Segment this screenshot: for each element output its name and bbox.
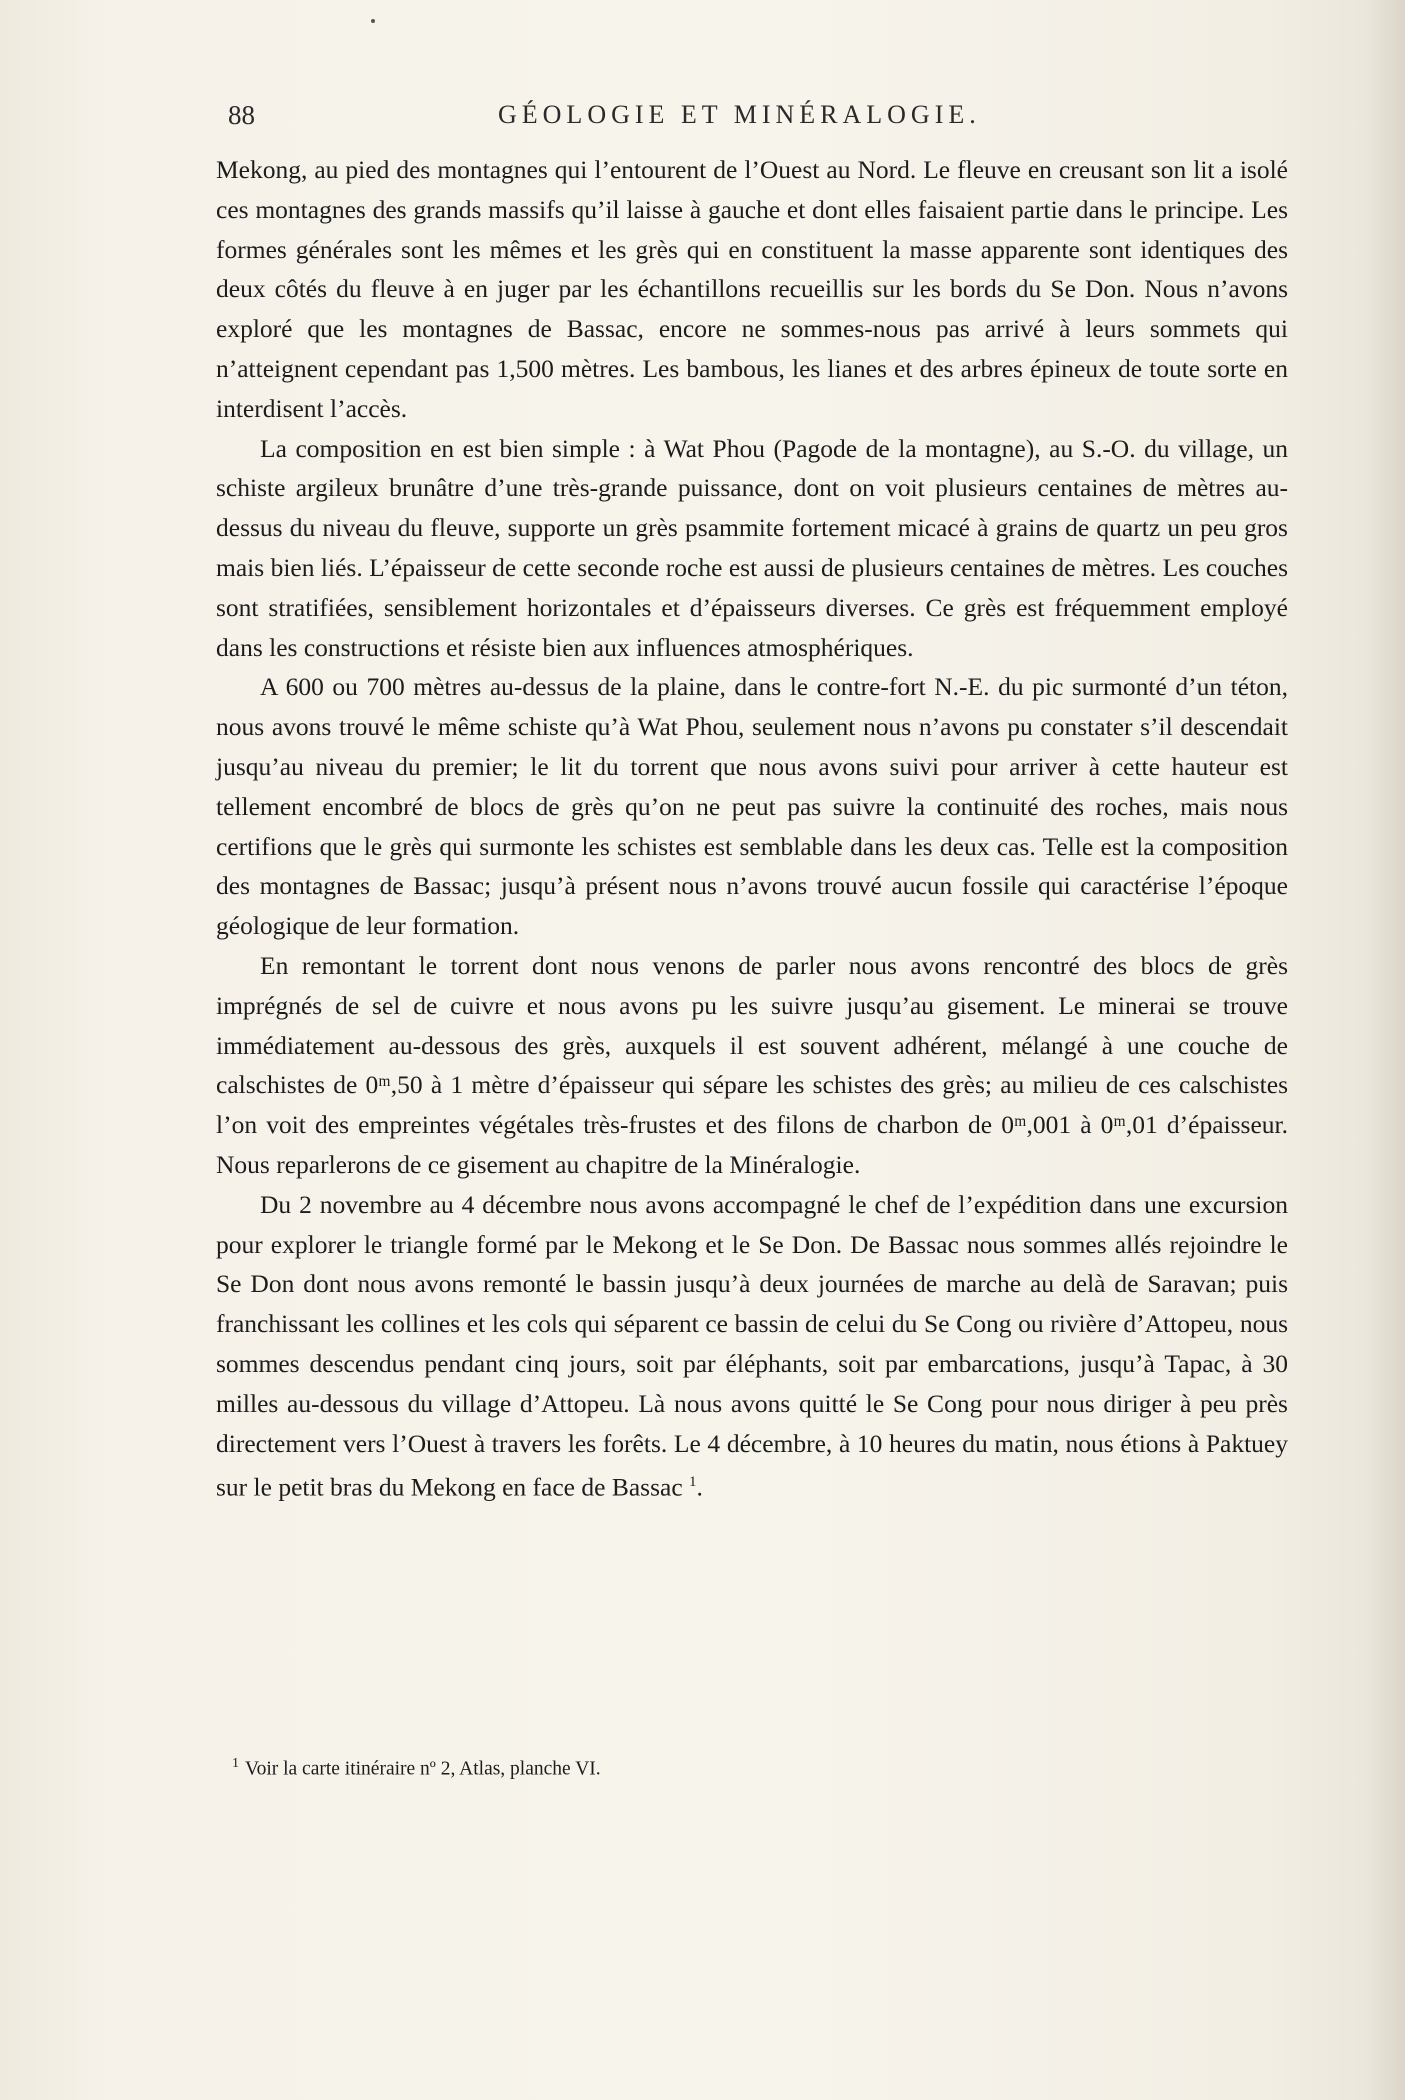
- running-head: [228, 100, 1280, 140]
- ink-speck: [371, 19, 375, 23]
- paragraph-last: [216, 1185, 1288, 1508]
- paragraph: Mekong, au pied des montagnes qui l’entourent de l’Ouest au Nord. Le fleuve en creusant son lit a isolé ces montagnes des grands massifs qu’il laisse à gauche et dont elles faisaient partie dans le principe. Les formes générales sont les mêmes et les grès qui en constituent la masse apparente sont identiques des deux côtés du fleuve à en juger par les échantillons recueillis sur les bords du Se Don. Nous n’avons exploré que les montagnes de Bassac, encore ne sommes-nous pas arrivé à leurs sommets qui n’atteignent cependant pas 1,500 mètres. Les bambous, les lianes et des arbres épineux de toute sorte en interdisent l’accès.: [216, 155, 1288, 423]
- final-period: .: [696, 1472, 703, 1502]
- footnote-marker: 1: [232, 1756, 239, 1771]
- footnote-reference[interactable]: 1: [689, 1474, 697, 1491]
- footnote: [232, 1751, 1232, 1783]
- footnote-text: Voir la carte itinéraire nº 2, Atlas, planche VI.: [245, 1758, 601, 1780]
- page-number: 88: [228, 100, 255, 130]
- paragraph: A 600 ou 700 mètres au-dessus de la plaine, dans le contre-fort N.-E. du pic surmonté d’un téton, nous avons trouvé le même schiste qu’à Wat Phou, seulement nous n’avons pu constater s’il descendait jusqu’au niveau du premier; le lit du torrent que nous avons suivi pour arriver à cette hauteur est tellement encombré de blocs de grès qu’on ne peut pas suivre la continuité des roches, mais nous certifions que le grès qui surmonte les schistes est semblable dans les deux cas. Telle est la composition des montagnes de Bassac; jusqu’à présent nous n’avons trouvé aucun fossile qui caractérise l’époque géologique de leur formation.: [216, 672, 1288, 941]
- page-edge-shadow: [1365, 0, 1405, 2100]
- section-title: GÉOLOGIE ET MINÉRALOGIE.: [498, 100, 981, 129]
- paragraph: La composition en est bien simple : à Wat Phou (Pagode de la montagne), au S.-O. du village, un schiste argileux brunâtre d’une très-grande puissance, dont on voit plusieurs centaines de mètres au-dessus du niveau du fleuve, supporte un grès psammite fortement micacé à grains de quartz un peu gros mais bien liés. L’épaisseur de cette seconde roche est aussi de plusieurs centaines de mètres. Les couches sont stratifiées, sensiblement horizontales et d’épaisseurs diverses. Ce grès est fréquemment employé dans les constructions et résiste bien aux influences atmosphériques.: [216, 433, 1288, 662]
- paragraph: En remontant le torrent dont nous venons de parler nous avons rencontré des blocs de grès imprégnés de sel de cuivre et nous avons pu les suivre jusqu’au gisement. Le minerai se trouve immédiatement au-dessous des grès, auxquels il est souvent adhérent, mélangé à une couche de calschistes de 0ᵐ,50 à 1 mètre d’épaisseur qui sépare les schistes des grès; au milieu de ces calschistes l’on voit des empreintes végétales très-frustes et des filons de charbon de 0ᵐ,001 à 0ᵐ,01 d’épaisseur. Nous reparlerons de ce gisement au chapitre de la Minéralogie.: [216, 950, 1288, 1179]
- body-text: [216, 150, 1288, 1508]
- paragraph-text: Du 2 novembre au 4 décembre nous avons accompagné le chef de l’expédition dans une excursion pour explorer le triangle formé par le Mekong et le Se Don. De Bassac nous sommes allés rejoindre le Se Don dont nous avons remonté le bassin jusqu’à deux journées de marche au delà de Saravan; puis franchissant les collines et les cols qui séparent ce bassin de celui du Se Cong ou rivière d’Attopeu, nous sommes descendus pendant cinq jours, soit par éléphants, soit par embarcations, jusqu’à Tapac, à 30 milles au-dessous du village d’Attopeu. Là nous avons quitté le Se Cong pour nous diriger à peu près directement vers l’Ouest à travers les forêts. Le 4 décembre, à 10 heures du matin, nous étions à Paktuey sur le petit bras du Mekong en face de Bassac: [216, 1189, 1288, 1502]
